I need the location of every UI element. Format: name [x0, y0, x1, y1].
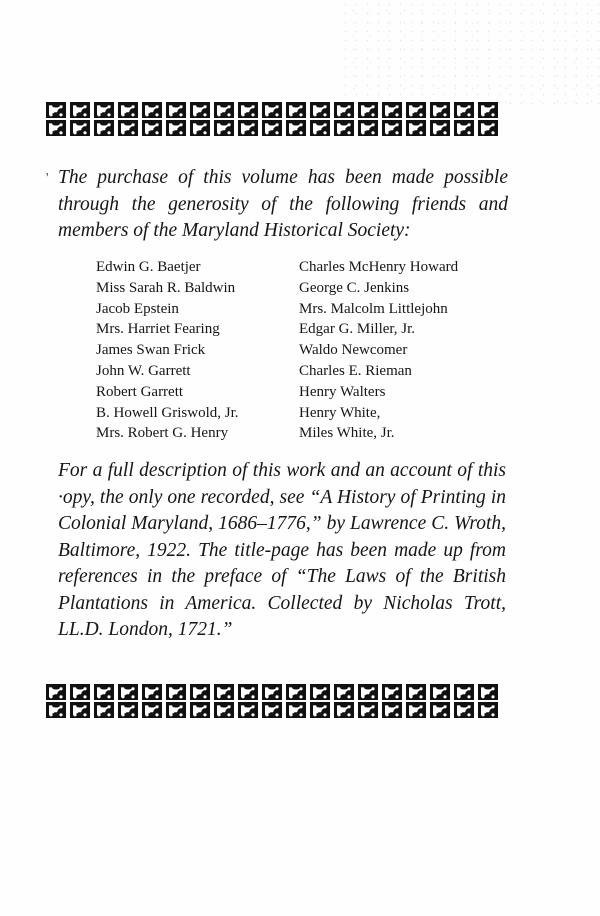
- donor-name: Jacob Epstein: [96, 300, 179, 317]
- fleuron-motif: [358, 684, 378, 700]
- fleuron-motif: [478, 702, 498, 718]
- fleuron-motif: [382, 102, 402, 118]
- fleuron-motif: [310, 102, 330, 118]
- fleuron-motif: [310, 702, 330, 718]
- donor-name: John W. Garrett: [96, 362, 191, 379]
- fleuron-motif: [262, 102, 282, 118]
- donor-list-right: [299, 257, 519, 444]
- fleuron-motif: [94, 702, 114, 718]
- fleuron-motif: [454, 120, 474, 136]
- fleuron-motif: [118, 120, 138, 136]
- fleuron-motif: [382, 702, 402, 718]
- fleuron-motif: [262, 684, 282, 700]
- fleuron-motif: [70, 684, 90, 700]
- fleuron-motif: [166, 684, 186, 700]
- donor-name: Charles McHenry Howard: [299, 259, 459, 275]
- donor-name: Charles E. Rieman: [299, 362, 412, 379]
- fleuron-motif: [454, 684, 474, 700]
- fleuron-motif: [406, 702, 426, 718]
- donor-name: Waldo Newcomer: [299, 342, 408, 359]
- donor-name: Edwin G. Baetjer: [96, 259, 201, 275]
- fleuron-motif: [310, 684, 330, 700]
- fleuron-motif: [70, 120, 90, 136]
- fleuron-motif: [238, 120, 258, 136]
- donor-name: Mrs. Harriet Fearing: [96, 321, 220, 338]
- fleuron-border-icon: [44, 101, 518, 137]
- fleuron-motif: [406, 120, 426, 136]
- fleuron-motif: [334, 684, 354, 700]
- fleuron-motif: [286, 120, 306, 136]
- fleuron-motif: [334, 102, 354, 118]
- donor-name: James Swan Frick: [96, 342, 206, 359]
- donor-name: Miss Sarah R. Baldwin: [96, 279, 236, 296]
- fleuron-motif: [286, 702, 306, 718]
- fleuron-motif: [238, 102, 258, 118]
- fleuron-motif: [190, 102, 210, 118]
- fleuron-motif: [94, 120, 114, 136]
- donor-name: Robert Garrett: [96, 383, 184, 400]
- fleuron-motif: [430, 120, 450, 136]
- fleuron-motif: [382, 684, 402, 700]
- fleuron-motif: [214, 702, 234, 718]
- fleuron-motif: [454, 702, 474, 718]
- fleuron-motif: [406, 684, 426, 700]
- fleuron-motif: [190, 702, 210, 718]
- fleuron-motif: [334, 702, 354, 718]
- fleuron-motif: [118, 102, 138, 118]
- fleuron-motif: [310, 120, 330, 136]
- fleuron-motif: [262, 702, 282, 718]
- fleuron-motif: [46, 120, 66, 136]
- fleuron-motif: [238, 702, 258, 718]
- fleuron-motif: [166, 120, 186, 136]
- donor-list-left: [96, 257, 286, 444]
- fleuron-motif: [166, 702, 186, 718]
- donor-name: George C. Jenkins: [299, 279, 410, 296]
- fleuron-border-icon: [44, 683, 518, 719]
- fleuron-motif: [142, 102, 162, 118]
- fleuron-motif: [358, 702, 378, 718]
- fleuron-motif: [262, 120, 282, 136]
- donor-name: B. Howell Griswold, Jr.: [96, 404, 239, 421]
- fleuron-motif: [454, 102, 474, 118]
- donor-name: Henry White,: [299, 404, 381, 421]
- ornamental-border-top: [44, 101, 518, 137]
- fleuron-motif: [358, 120, 378, 136]
- fleuron-motif: [382, 120, 402, 136]
- fleuron-motif: [142, 684, 162, 700]
- fleuron-motif: [430, 702, 450, 718]
- fleuron-motif: [334, 120, 354, 136]
- fleuron-motif: [430, 102, 450, 118]
- description-paragraph: For a full description of this work and an account of this ·opy, the only one recorded, see “A History of Printing in Colonial Maryland, 1686–1776,” by Lawrence C. Wroth, Baltimore, 1922. The title-page has been made up from references in the preface of “The Laws of the British Plantations in America. Collected by Nicholas Trott, LL.D. London, 1721.”: [58, 460, 506, 640]
- fleuron-motif: [118, 702, 138, 718]
- fleuron-motif: [46, 684, 66, 700]
- fleuron-motif: [406, 102, 426, 118]
- fleuron-motif: [70, 702, 90, 718]
- fleuron-motif: [478, 120, 498, 136]
- fleuron-motif: [214, 684, 234, 700]
- fleuron-motif: [286, 102, 306, 118]
- fleuron-motif: [430, 684, 450, 700]
- fleuron-motif: [214, 102, 234, 118]
- donor-name: Mrs. Malcolm Littlejohn: [299, 300, 448, 317]
- fleuron-motif: [478, 684, 498, 700]
- fleuron-motif: [166, 102, 186, 118]
- donor-name: Henry Walters: [299, 383, 386, 400]
- fleuron-motif: [94, 684, 114, 700]
- fleuron-motif: [118, 684, 138, 700]
- donor-name: Edgar G. Miller, Jr.: [299, 321, 416, 338]
- fleuron-motif: [46, 102, 66, 118]
- donor-name: Miles White, Jr.: [299, 425, 395, 442]
- fleuron-motif: [358, 102, 378, 118]
- fleuron-motif: [214, 120, 234, 136]
- fleuron-motif: [142, 702, 162, 718]
- fleuron-motif: [70, 102, 90, 118]
- fleuron-motif: [286, 684, 306, 700]
- acknowledgement-paragraph: The purchase of this volume has been made possible through the generosity of the following friends and members of the Maryland Historical Society:: [58, 167, 508, 241]
- margin-mark: ': [46, 171, 49, 186]
- scan-speckle: [340, 0, 600, 110]
- fleuron-motif: [142, 120, 162, 136]
- donor-name: Mrs. Robert G. Henry: [96, 425, 229, 442]
- fleuron-motif: [238, 684, 258, 700]
- fleuron-motif: [478, 102, 498, 118]
- fleuron-motif: [190, 684, 210, 700]
- fleuron-motif: [190, 120, 210, 136]
- fleuron-motif: [46, 702, 66, 718]
- fleuron-motif: [94, 102, 114, 118]
- ornamental-border-bottom: [44, 683, 518, 719]
